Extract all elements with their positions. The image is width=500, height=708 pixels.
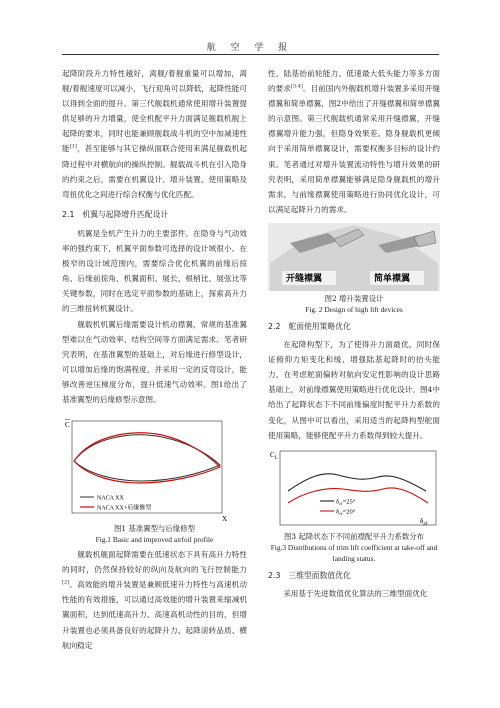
figure-3-caption-cn: 图3 起降状态下不同前襟配平升力系数分布	[283, 531, 425, 541]
figure-1-caption-cn: 图1 基准翼型与后缘修型	[114, 524, 195, 534]
header-rule	[62, 54, 439, 55]
plain-flap-label: 简单襟翼	[374, 273, 411, 284]
figure-1-caption-en: Fig.1 Basic and improved airfoil profile	[95, 535, 214, 545]
fig3-legend-cf20: $\delta_{cf}=20^\circ$	[336, 508, 356, 516]
figure-3-caption-en: Fig.3 Distributions of trim lift coefficient at take-off and landing status.	[270, 542, 438, 563]
airfoil-chart	[62, 415, 247, 523]
fig1-x-axis-label: X	[222, 515, 228, 524]
section-heading: 2.1 机翼与起降增升匹配设计	[62, 209, 169, 219]
trim-lift-chart	[268, 447, 440, 531]
figure-3	[268, 447, 440, 531]
paragraph: 在起降构型下，为了使得升力面最优，同时保证俯仰力矩变化和缓、增强陆基起降时的抬头能力，在考虑舵面偏转对航向安定性影响的设计思路基础上，对前缘襟翼使用策略进行优化设计。图4中给出了起降状态下不同前缘偏度时配平升力系数的变化，从图中可以看出，采用适当的起降构型舵面使用策略，能够使配平升力系数得到较大提升。	[268, 340, 440, 440]
figure-1	[62, 415, 247, 523]
paragraph: 机翼是全机产生升力的主要部件。在隐身与气动效率的强约束下，机翼平面参数可选择的设计域很小。在极窄的设计域范围内，需要综合优化机翼的前缘后掠角、后缘前掠角、机翼面积、展长、根梢比、展弦比等关键参数，同时在选定平面参数的基础上，探索高升力的三维扭转机翼设计。	[62, 228, 247, 314]
fig3-y-axis-label: $C_L$	[270, 450, 278, 461]
paragraph: 起降阶段升力特性越好，离舰/着舰重量可以增加，离舰/着舰速度可以减小，飞行迎角可以降低，起降性能可以得到全面的提升。第三代舰载机通常使用增升装置提供足够的升力增量，使全机配平升力面满足舰载机舰上起降的要求，同时也能兼顾舰载战斗机的空中加减速性能[1]，甚至能够与其它操纵面联合使用来满足舰载机起降过程中对横航向的操纵控制。舰载战斗机在引入隐身的约束之后，需要在机翼设计、增升装置、使用策略及弯扭优化之间进行综合权衡与优化匹配。	[62, 69, 248, 199]
fig1-y-axis-label: C	[65, 421, 70, 430]
figure-2	[268, 223, 440, 291]
airfoil-improved-curve	[74, 433, 220, 483]
journal-header: 航 空 学 报	[206, 43, 294, 53]
section-heading: 2.2 舵面使用策略优化	[268, 321, 351, 331]
paragraph: 性、陆基抬前轮能力、低速最大低头能力等多方面的要求[3-4]。目前国内外舰载机增升装置多采用开缝襟翼和简单襟翼，图2中给出了开缝襟翼和简单襟翼的示意图。第三代舰载机通常采用开缝襟翼，开缝襟翼增升能力强，但隐身效果差。隐身舰载机更倾向于采用简单襟翼设计，需要权衡多目标的设计约束。笔者通过对增升装置流动特性与增升效果的研究表明，采用简单襟翼能够满足隐身舰载机的增升需求，与前缘襟翼使用策略进行协同优化设计，可以满足起降升力的需求。	[268, 69, 441, 214]
series-cf20-line	[288, 488, 428, 503]
fig1-legend-improved: NACA XX+后缘修型	[97, 505, 152, 512]
high-lift-device-illustration	[268, 223, 440, 291]
left-column	[62, 66, 247, 653]
fig3-x-axis-label: $\delta_{af}$	[420, 516, 428, 527]
fig1-legend-baseline: NACA XX	[97, 495, 124, 502]
right-column	[268, 66, 440, 601]
fig3-legend-cf25: $\delta_{cf}=25^\circ$	[336, 498, 356, 506]
figure-2-caption-en: Fig. 2 Design of high lift devices	[305, 304, 403, 314]
paragraph: 舰载机机翼后缘需要设计机动襟翼，常规的基准翼型难以在气动效率、结构空间等方面满足需求。笔者研究表明，在基准翼型的基础上，对后缘进行修型设计，可以增加后缘的饱满程度，并采用一定的反弯设计，能够改善逆压梯度分布，提升低速气动效率。图1给出了基准翼型的后缘修型示意图。	[62, 319, 247, 404]
figure-2-caption-cn: 图2 增升装置设计	[324, 293, 384, 303]
series-cf25-line	[288, 473, 426, 490]
paragraph: 舰载机舰面起降需要在低速状态下具有高升力特性的同时，仍然保持较好的纵向及航向的飞行控制能力[2]。高效能的增升装置是兼顾低速升力特性与高速机动性能的有效措施，可以通过高效能的增升装置来缩减机翼面积，达到低速高升力、高速高机动性的目的，但增升装置也必须具备良好的起降升力、起降滚转品质、横航向稳定	[62, 550, 247, 650]
section-heading: 2.3 三维型面数值优化	[268, 570, 351, 580]
paragraph: 采用基于先进数值优化算法的三维型面优化	[283, 588, 428, 598]
slotted-flap-label: 开缝襟翼	[286, 273, 323, 284]
